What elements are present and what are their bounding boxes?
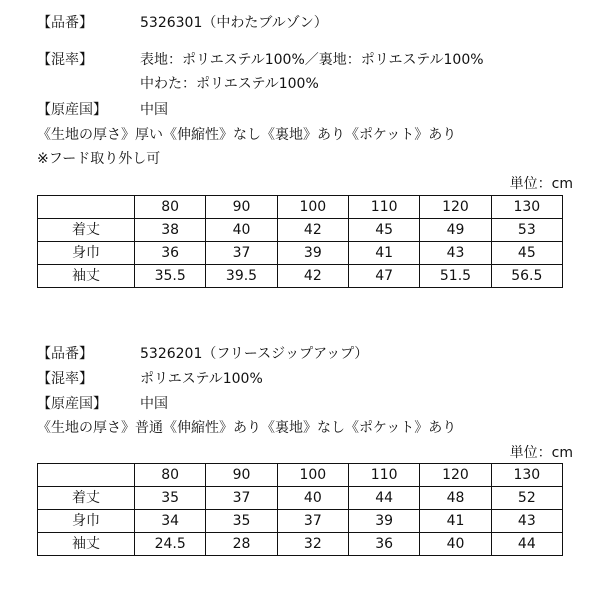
- product1-origin-label: 【原産国】: [37, 102, 107, 118]
- table-cell: 120: [420, 196, 491, 219]
- product1-part-number-label: 【品番】: [37, 15, 93, 31]
- table-cell: 39: [277, 242, 348, 265]
- product2-origin-label: 【原産国】: [37, 396, 107, 412]
- table-row: [38, 219, 563, 242]
- table-cell: 44: [348, 487, 419, 510]
- product2-origin-value: 中国: [140, 396, 168, 412]
- table-row: [38, 510, 563, 533]
- table-row: [38, 487, 563, 510]
- table-cell: 37: [277, 510, 348, 533]
- table-row-label: 身巾: [38, 242, 135, 265]
- table-cell: 48: [420, 487, 491, 510]
- product1-filling-value: 中わた：ポリエステル100%: [140, 76, 319, 92]
- table-cell: 100: [277, 196, 348, 219]
- product1-features: 《生地の厚さ》厚い《伸縮性》なし《裏地》あり《ポケット》あり: [37, 127, 457, 143]
- table-cell: 80: [135, 196, 206, 219]
- table-cell: 45: [491, 242, 562, 265]
- product2-unit: 単位：cm: [509, 445, 573, 461]
- table-cell: 90: [206, 464, 277, 487]
- table-cell: 120: [420, 464, 491, 487]
- table-cell: 110: [348, 464, 419, 487]
- product2-material-label: 【混率】: [37, 371, 93, 387]
- table-cell: 51.5: [420, 265, 491, 288]
- table-cell: 38: [135, 219, 206, 242]
- table-cell: 34: [135, 510, 206, 533]
- product1-origin-value: 中国: [140, 102, 168, 118]
- product1-part-number-value: 5326301（中わたブルゾン）: [140, 15, 328, 31]
- table-cell: 28: [206, 533, 277, 556]
- table-cell: 42: [277, 219, 348, 242]
- product2-part-number-value: 5326201（フリースジップアップ）: [140, 346, 369, 362]
- table-cell: [38, 464, 135, 487]
- table-row: [38, 533, 563, 556]
- table-cell: 110: [348, 196, 419, 219]
- table-cell: 45: [348, 219, 419, 242]
- table-cell: 39: [348, 510, 419, 533]
- product2-part-number-label: 【品番】: [37, 346, 93, 362]
- product2-features: 《生地の厚さ》普通《伸縮性》あり《裏地》なし《ポケット》あり: [37, 420, 457, 436]
- table-cell: 42: [277, 265, 348, 288]
- table-cell: 35: [135, 487, 206, 510]
- table-row: [38, 265, 563, 288]
- product2-material-value: ポリエステル100%: [140, 371, 263, 387]
- table-cell: 36: [135, 242, 206, 265]
- table-cell: 36: [348, 533, 419, 556]
- product1-size-table: [37, 195, 563, 288]
- table-cell: 39.5: [206, 265, 277, 288]
- table-row-label: 袖丈: [38, 533, 135, 556]
- product1-material-label: 【混率】: [37, 52, 93, 68]
- table-cell: 56.5: [491, 265, 562, 288]
- table-cell: 32: [277, 533, 348, 556]
- table-cell: 130: [491, 464, 562, 487]
- table-cell: 80: [135, 464, 206, 487]
- table-cell: 49: [420, 219, 491, 242]
- table-row-label: 身巾: [38, 510, 135, 533]
- table-header-row: [38, 464, 563, 487]
- table-cell: 53: [491, 219, 562, 242]
- table-cell: 35: [206, 510, 277, 533]
- product1-note: ※フード取り外し可: [37, 151, 161, 167]
- table-cell: 52: [491, 487, 562, 510]
- table-cell: 35.5: [135, 265, 206, 288]
- table-cell: 37: [206, 242, 277, 265]
- table-cell: 40: [420, 533, 491, 556]
- table-cell: [38, 196, 135, 219]
- table-row-label: 袖丈: [38, 265, 135, 288]
- table-cell: 41: [420, 510, 491, 533]
- table-row-label: 着丈: [38, 487, 135, 510]
- table-cell: 37: [206, 487, 277, 510]
- table-row: [38, 242, 563, 265]
- table-cell: 130: [491, 196, 562, 219]
- table-cell: 90: [206, 196, 277, 219]
- table-cell: 24.5: [135, 533, 206, 556]
- table-cell: 100: [277, 464, 348, 487]
- table-cell: 40: [277, 487, 348, 510]
- table-cell: 43: [420, 242, 491, 265]
- product2-size-table: [37, 463, 563, 556]
- table-cell: 41: [348, 242, 419, 265]
- table-header-row: [38, 196, 563, 219]
- table-cell: 44: [491, 533, 562, 556]
- table-cell: 40: [206, 219, 277, 242]
- product1-unit: 単位：cm: [509, 176, 573, 192]
- product1-material-value: 表地：ポリエステル100%／裏地：ポリエステル100%: [140, 52, 484, 68]
- table-row-label: 着丈: [38, 219, 135, 242]
- table-cell: 47: [348, 265, 419, 288]
- table-cell: 43: [491, 510, 562, 533]
